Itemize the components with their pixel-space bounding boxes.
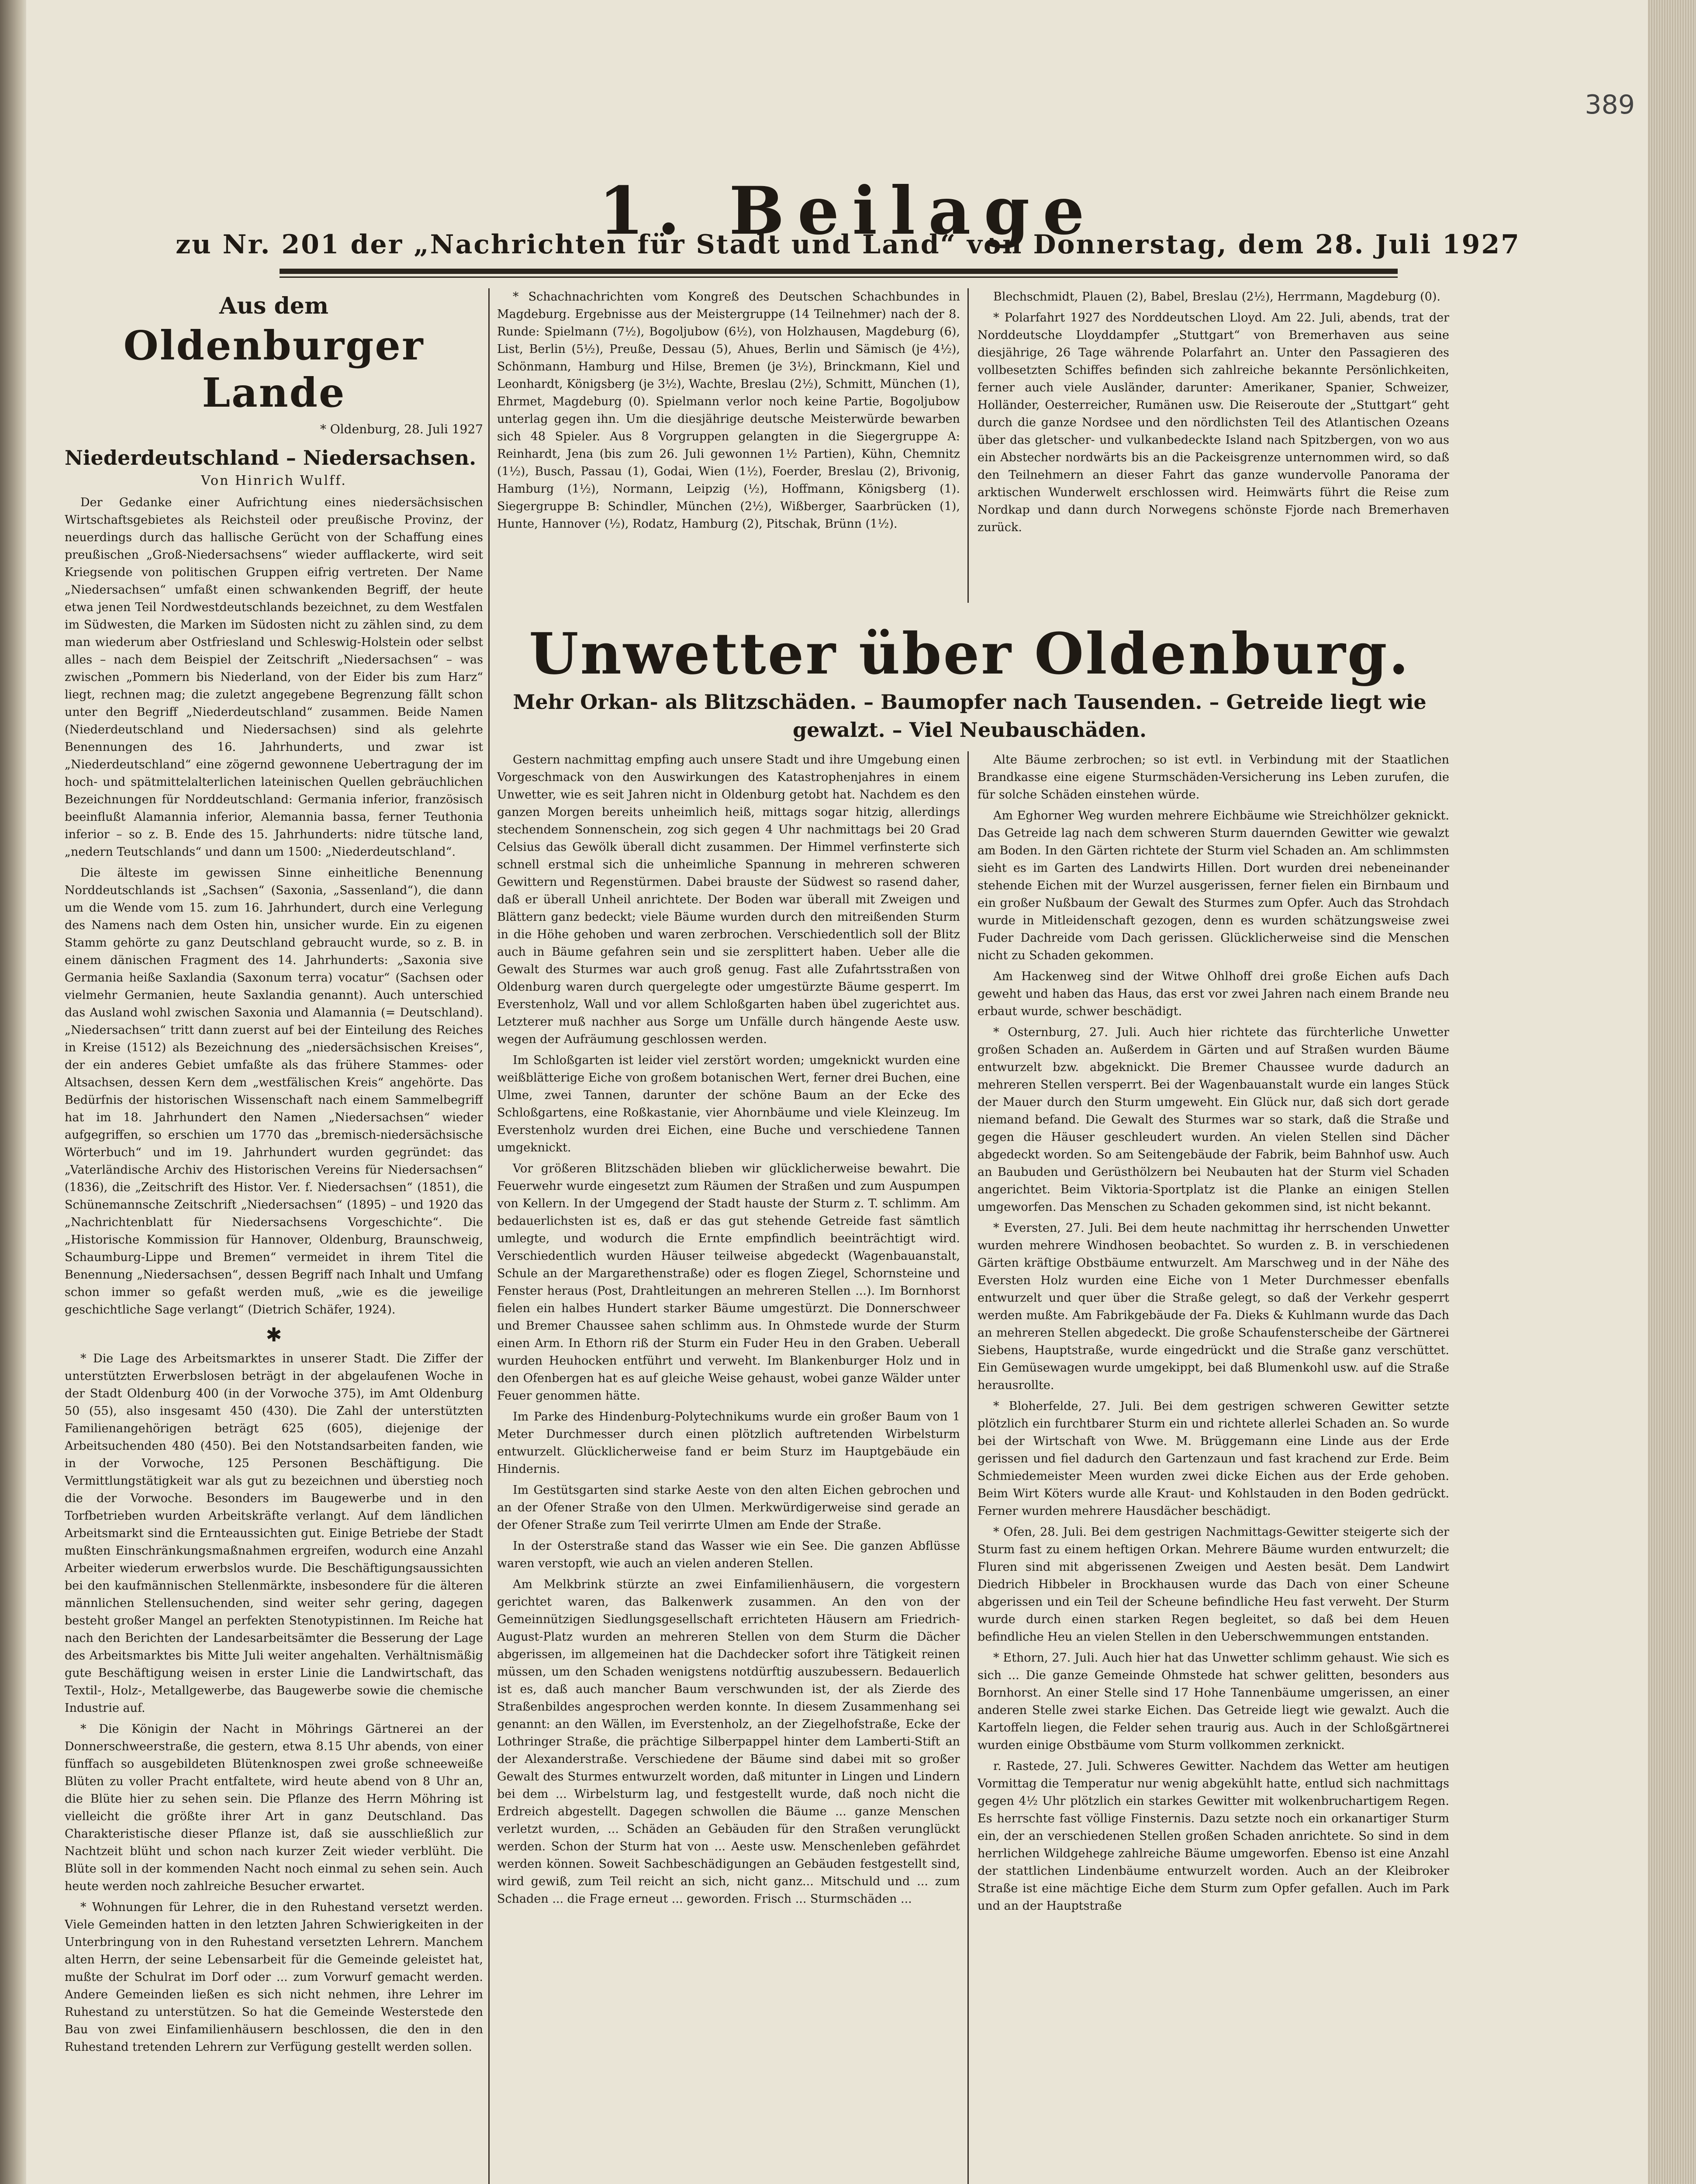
news-item: * Die Lage des Arbeitsmarktes in unserer Stadt. Die Ziffer der unterstützten Erwerbslosen beträgt in der abgelaufenen Woche in der Stadt Oldenburg 400 (in der Vorwoche 375), im Amt Oldenburg 50 (55), also insgesamt 450 (430). Die Zahl der unterstützten Familienangehörigen beträgt 625 (605), diejenige der Arbeitsuchenden 480 (450). Bei den Notstandsarbeiten fanden, wie in der Vorwoche, 125 Personen Beschäftigung. Die Vermittlungstätigkeit war als gut zu bezeichnen und überstieg noch die der Vorwoche. Besonders im Baugewerbe und in den Torfbetrieben wurden Arbeitskräfte verlangt. Auf dem ländlichen Arbeitsmarkt sind die Ernteaussichten gut. Einige Betriebe der Stadt mußten Einschränkungsmaßnahmen ergreifen, wodurch eine Anzahl Arbeiter wiederum erwerbslos wurde. Die Beschäftigungsaussichten bei den kaufmännischen Stellenmärkte, insbesondere für die älteren männlichen Stellensuchenden, sind weiter sehr gering, dagegen besteht großer Mangel an perfekten Stenotypistinnen. Im Reiche hat nach den Berichten der Landesarbeitsämter die Besserung der Lage des Arbeitsmarktes bis Mitte Juli weiter angehalten. Verhältnismäßig gute Beschäftigung weisen in erster Linie die Landwirtschaft, das Textil-, Holz-, Metallgewerbe, das Baugewerbe sowie die chemische Industrie auf.: [65, 1352, 483, 1715]
article-paragraph: Der Gedanke einer Aufrichtung eines niedersächsischen Wirtschaftsgebietes als Reichsteil oder preußische Provinz, der neuerdings durch das hallische Gerücht von der Schaffung eines preußischen „Groß-Niedersachsens“ wieder aufflackerte, wird seit Kriegsende von politischen Gruppen eifrig vertreten. Der Name „Niedersachsen“ umfaßt einen schwankenden Begriff, der heute etwa jenen Teil Nordwestdeutschlands bezeichnet, zu dem Westfalen im Südwesten, die Marken im Südosten nicht zu zählen sind, zu dem man wiederum aber Ostfriesland und Schleswig-Holstein oder selbst alles – nach dem Beispiel der Zeitschrift „Niedersachsen“ – was zwischen „Pommern bis Niederland, von der Eider bis zum Harz“ liegt, rechnen mag; die zuletzt angegebene Begrenzung fällt schon unter den Begriff „Niederdeutschland“ zusammen. Beide Namen (Niederdeutschland und Niedersachsen) sind als gelehrte Benennungen des 16. Jahrhunderts, und zwar ist „Niederdeutschland“ eine zögernd gewonnene Uebertragung der im hoch- und spätmittelalterlichen lateinischen Quellen gebräuchlichen Bezeichnungen für Norddeutschland: Germania inferior, französisch beeinflußt Alamannia inferior, Alemannia bassa, ferner Teuthonia inferior – so z. B. Ende des 15. Jahrhunderts: nidre tütsche land, „nedern Teutschlands“ und dann um 1500: „Niederdeutschland“.: [65, 496, 483, 859]
column-1: [65, 288, 483, 2184]
book-page-edges: [1648, 0, 1696, 2184]
column-rule: [488, 288, 490, 2184]
dateline: * Oldenburg, 28. Juli 1927: [320, 422, 483, 436]
local-report: * Bloherfelde, 27. Juli. Bei dem gestrigen schweren Gewitter setzte plötzlich ein furchtbarer Sturm ein und richtete allerlei Schaden an. So wurde bei der Wirtschaft von Wwe. M. Brüggemann eine Linde aus der Erde gerissen und fiel dadurch den Gartenzaun und fast krachend zur Erde. Beim Schmiedemeister Meen wurden zwei dicke Eichen aus der Erde gehoben. Beim Wirt Köters wurde alle Kraut- und Kohlstauden in den Boden gedrückt. Ferner wurden mehrere Hausdächer beschädigt.: [978, 1400, 1449, 1518]
storm-paragraph: Am Eghorner Weg wurden mehrere Eichbäume wie Streichhölzer geknickt. Das Getreide lag nach dem schweren Sturm dauernden Gewitter wie gewalzt am Boden. In den Gärten richtete der Sturm viel Schaden an. Am schlimmsten sieht es im Garten des Landwirts Hillen. Dort wurden drei nebeneinander stehende Eichen mit der Wurzel ausgerissen, ferner fielen ein Birnbaum und ein großer Nußbaum der Gewalt des Sturmes zum Opfer. Auch das Strohdach wurde in Mitleidenschaft gezogen, denn es wurden schätzungsweise zwei Fuder Dachreide vom Dach gerissen. Glücklicherweise sind die Menschen nicht zu Schaden gekommen.: [978, 809, 1449, 962]
column-2-top: [497, 288, 960, 603]
news-item: * Die Königin der Nacht in Möhrings Gärtnerei an der Donnerschweerstraße, die gestern, etwa 8.15 Uhr abends, von einer fünffach so ausgebildeten Blütenknospen zwei große schneeweiße Blüten zu voller Pracht entfaltete, wird heute abend von 8 Uhr an, die Blüte hier zu sehen sein. Die Pflanze des Herrn Möhring ist vielleicht die größte ihrer Art in ganz Deutschland. Das Charakteristische dieser Pflanze ist, daß sie ausschließlich zur Nachtzeit blüht und schon nach kurzer Zeit wieder verblüht. Die Blüte soll in der kommenden Nacht noch einmal zu sehen sein. Auch heute werden noch zahlreiche Besucher erwartet.: [65, 1722, 483, 1893]
section-heading: Oldenburger Lande: [123, 322, 425, 416]
storm-paragraph: Alte Bäume zerbrochen; so ist evtl. in Verbindung mit der Staatlichen Brandkasse eine eigene Sturmschäden-Versicherung ins Leben zurufen, die für solche Schäden einstehen würde.: [978, 753, 1449, 802]
news-item: * Wohnungen für Lehrer, die in den Ruhestand versetzt werden. Viele Gemeinden hatten in den letzten Jahren Schwierigkeiten in der Unterbringung von in den Ruhestand versetzten Lehrern. Manchem alten Herrn, der seine Lebensarbeit für die Gemeinde geleistet hat, mußte der Schulrat im Dorf oder ... zum Vorwurf gemacht werden. Andere Gemeinden ließen es sich nicht nehmen, ihre Lehrer im Ruhestand zu unterstützen. So hat die Gemeinde Westerstede den Bau von zwei Einfamilienhäusern beschlossen, die den in den Ruhestand tretenden Lehrern zur Verfügung gestellt werden sollen.: [65, 1901, 483, 2054]
header-rule-thin: [280, 276, 1398, 278]
storm-paragraph: Im Parke des Hindenburg-Polytechnikums wurde ein großer Baum von 1 Meter Durchmesser durch einen plötzlich auftretenden Wirbelsturm entwurzelt. Glücklicherweise fand er beim Sturz im Hauptgebäude ein Hindernis.: [497, 1410, 960, 1476]
storm-paragraph: Im Schloßgarten ist leider viel zerstört worden; umgeknickt wurden eine weißblätterige Eiche von großem botanischen Wert, ferner drei Buchen, eine Ulme, zwei Tannen, darunter der schöne Baum an der Ecke des Schloßgartens, eine Roßkastanie, vier Ahornbäume und viele Kleinzeug. Im Everstenholz wurden drei Eichen, eine Buche und verschiedene Tannen umgeknickt.: [497, 1054, 960, 1154]
storm-subheadline: Mehr Orkan- als Blitzschäden. – Baumopfer nach Tausenden. – Getreide liegt wie gewalzt. – Viel Neubauschäden.: [513, 690, 1427, 742]
local-report: r. Rastede, 27. Juli. Schweres Gewitter. Nachdem das Wetter am heutigen Vormittag die Temperatur nur wenig abgekühlt hatte, entlud sich nachmittags gegen 4½ Uhr plötzlich ein starkes Gewitter mit wolkenbruchartigem Regen. Es herrschte fast völlige Finsternis. Dazu setzte noch ein orkanartiger Sturm ein, der an verschiedenen Stellen großen Schaden anrichtete. So sind in dem herrlichen Wildgehege zahlreiche Bäume umgeworfen. Ebenso ist eine Anzahl der stattlichen Lindenbäume entwurzelt worden. Auch an der Kleibroker Straße ist eine mächtige Eiche dem Sturm zum Opfer gefallen. Auch im Park und an der Hauptstraße: [978, 1759, 1449, 1913]
article-paragraph: Die älteste im gewissen Sinne einheitliche Benennung Norddeutschlands ist „Sachsen“ (Saxonia, „Sassenland“), die dann um die Wende vom 15. zum 16. Jahrhundert, durch eine Verlegung des Namens nach dem Osten hin, unsicher wurde. Ein zu eigenen Stamm gehörte zu ganz Deutschland gebraucht wurde, so z. B. in einem dänischen Fragment des 14. Jahrhunderts: „Saxonia sive Germania heiße Saxlandia (Saxonum terra) vocatur“ (Sachsen oder vielmehr Germanien, heute Saxlandia genannt). Auch unterschied das Ausland wohl zwischen Saxonia und Alamannia (= Deutschland). „Niedersachsen“ tritt dann zuerst auf bei der Einteilung des Reiches in Kreise (1512) als Bezeichnung des „niedersächsischen Kreises“, der ein anderes Gebiet umfaßte als das frühere Stammes- oder Altsachsen, dessen Kern dem „westfälischen Kreis“ angehörte. Das Bedürfnis der historischen Wissenschaft nach einem Sammelbegriff hat im 18. Jahrhundert den Namen „Niedersachsen“ wieder aufgegriffen, so erschien um 1770 das „bremisch-niedersächsische Wörterbuch“ und im 19. Jahrhundert wurden gegründet: das „Vaterländische Archiv des Historischen Vereins für Niedersachsen“ (1836), die „Zeitschrift des Histor. Ver. f. Niedersachsen“ (1851), die Schünemannsche Zeitschrift „Niedersachsen“ (1895) – und 1920 das „Nachrichtenblatt für Niedersachsens Vorgeschichte“. Die „Historische Kommission für Hannover, Oldenburg, Braunschweig, Schaumburg-Lippe und Bremen“ vermeidet in ihrem Titel die Benennung „Niedersachsen“, dessen Begriff nach Inhalt und Umfang schon immer so gefaßt werden muß, „wie es die jeweilige geschichtliche Sage verlangt“ (Dietrich Schäfer, 1924).: [65, 866, 483, 1317]
column-rule: [967, 751, 969, 2184]
supplement-subtitle: zu Nr. 201 der „Nachrichten für Stadt und Land“ von Donnerstag, dem 28. Juli 1927: [176, 229, 1520, 260]
column-3-top: [978, 288, 1449, 603]
chess-news: * Schachnachrichten vom Kongreß des Deutschen Schachbundes in Magdeburg. Ergebnisse aus der Meistergruppe (14 Teilnehmer) nach der 8. Runde: Spielmann (7½), Bogoljubow (6½), von Holzhausen, Magdeburg (6), List, Berlin (5½), Preuße, Dessau (5), Ahues, Berlin und Sämisch (je 4½), Schönmann, Hamburg und Hilse, Bremen (je 3½), Brinckmann, Kiel und Leonhardt, Königsberg (je 3½), Wachte, Breslau (2½), Schmitt, München (1), Ehrmet, Magdeburg (0). Spielmann verlor noch keine Partie, Bogoljubow unterlag gegen ihn. Um die diesjährige deutsche Meisterwürde bewarben sich 48 Spieler. Aus 8 Vorgruppen gelangten in die Siegergruppe A: Reinhardt, Jena (bis zum 26. Juli gewonnen 1½ Partien), Kühn, Chemnitz (1½), Busch, Passau (1), Godai, Wien (1½), Foerder, Breslau (2), Brivonig, Hamburg (1½), Normann, Leipzig (½), Hoffmann, Königsberg (1). Siegergruppe B: Schindler, München (2½), Wißberger, Saarbrücken (1), Hunte, Hannover (½), Rodatz, Hamburg (2), Pitschak, Brünn (1½).: [497, 290, 960, 531]
supplement-title: 1. Beilage: [598, 173, 1098, 249]
news-item: Blechschmidt, Plauen (2), Babel, Breslau (2½), Herrmann, Magdeburg (0).: [993, 290, 1440, 304]
storm-column-b: [978, 751, 1449, 2171]
storm-paragraph: In der Osterstraße stand das Wasser wie ein See. Die ganzen Abflüsse waren verstopft, wie auch an vielen anderen Stellen.: [497, 1539, 960, 1570]
page-number: 389: [1585, 90, 1635, 120]
book-spine: [0, 0, 26, 2184]
polar-voyage-news: * Polarfahrt 1927 des Norddeutschen Lloyd. Am 22. Juli, abends, trat der Norddeutsche Lloyddampfer „Stuttgart“ von Bremerhaven aus seine diesjährige, 26 Tage währende Polarfahrt an. Unter den Passagieren des vollbesetzten Schiffes befinden sich zahlreiche bekannte Persönlichkeiten, ferner auch viele Ausländer, darunter: Amerikaner, Spanier, Schweizer, Holländer, Oesterreicher, Rumänen usw. Die Reiseroute der „Stuttgart“ geht durch die ganze Nordsee und den nördlichsten Teil des Atlantischen Ozeans über das gletscher- und vulkanbedeckte Island nach Spitzbergen, von wo aus ein Abstecher nordwärts bis an die Packeisgrenze unternommen wird, so daß den Teilnehmern an dieser Fahrt das ganze wundervolle Panorama der arktischen Wunderwelt erschlossen wird. Heimwärts führt die Reise zum Nordkap und dann durch Norwegens schönste Fjorde nach Bremerhaven zurück.: [978, 311, 1449, 534]
storm-paragraph: Am Hackenweg sind der Witwe Ohlhoff drei große Eichen aufs Dach geweht und haben das Haus, das erst vor zwei Jahren nach einem Brande neu erbaut wurde, schwer beschädigt.: [978, 970, 1449, 1018]
storm-column-a: [497, 751, 960, 2184]
article-headline: Niederdeutschland – Niedersachsen.: [65, 446, 477, 470]
column-rule: [967, 288, 969, 603]
local-report: * Ofen, 28. Juli. Bei dem gestrigen Nachmittags-Gewitter steigerte sich der Sturm fast zu einem heftigen Orkan. Mehrere Bäume wurden entwurzelt; die Fluren sind mit abgerissenen Zweigen und Aesten besät. Dem Landwirt Diedrich Hibbeler in Brockhausen wurde das Dach von einer Scheune abgerissen und ein Teil der Scheune befindliche Heu fast verweht. Der Sturm wurde durch einen starken Regen begleitet, so daß bei dem Heuen befindliche Heu an vielen Stellen in den Ueberschwemmungen entstanden.: [978, 1525, 1449, 1644]
separator-star: ✱: [266, 1324, 282, 1346]
storm-headline: Unwetter über Oldenburg.: [529, 620, 1410, 687]
local-report: * Eversten, 27. Juli. Bei dem heute nachmittag ihr herrschenden Unwetter wurden mehrere Windhosen beobachtet. So wurden z. B. in verschiedenen Gärten kräftige Obstbäume entwurzelt. Am Marschweg und in der Nähe des Eversten Holz wurden eine Eiche von 1 Meter Durchmesser ebenfalls entwurzelt und quer über die Straße gelegt, so daß der Verkehr gesperrt werden mußte. Am Fabrikgebäude der Fa. Dieks & Kuhlmann wurde das Dach an mehreren Stellen abgedeckt. Die große Schaufensterscheibe der Gärtnerei Siebens, Hauptstraße, wurde eingedrückt und die Straße ganz verschüttet. Ein Gemüsewagen wurde umgekippt, bei daß Blumenkohl usw. auf die Straße herausrollte.: [978, 1221, 1449, 1392]
storm-paragraph: Vor größeren Blitzschäden blieben wir glücklicherweise bewahrt. Die Feuerwehr wurde eingesetzt zum Räumen der Straßen und zum Auspumpen von Kellern. In der Umgegend der Stadt hauste der Sturm z. T. schlimm. Am bedauerlichsten ist es, daß er das gut stehende Getreide fast sämtlich umlegte, und wodurch die Ernte empfindlich beeinträchtigt wird. Verschiedentlich wurden Häuser teilweise abgedeckt (Wagenbauanstalt, Schule an der Margarethenstraße) oder es flogen Ziegel, Schornsteine und Fenster heraus (Post, Drahtleitungen an mehreren Stellen ...). Im Bornhorst fielen ein halbes Hundert starker Bäume umgestürzt. Die Donnerschweer und Bremer Chaussee sahen schlimm aus. In Ohmstede wurde der Sturm einen Arm. In Ethorn riß der Sturm ein Fuder Heu in den Graben. Ueberall wurden Heuhocken entführt und verweht. Im Blankenburger Holz und in den Ofenbergen hat es auf gleiche Weise gehaust, wobei ganze Wälder unter Feuer genommen hätte.: [497, 1162, 960, 1403]
storm-paragraph: Gestern nachmittag empfing auch unsere Stadt und ihre Umgebung einen Vorgeschmack von den Auswirkungen des Katastrophenjahres in einem Unwetter, wie es seit Jahren nicht in Oldenburg getobt hat. Nachdem es den ganzen Morgen bereits unheimlich heiß, mittags sogar hitzig, allerdings stechendem Sonnenschein, zog sich gegen 4 Uhr nachmittags bei 20 Grad Celsius das Gewölk überall dicht zusammen. Der Himmel verfinsterte sich schnell erstmal sich die unheimliche Spannung in mehreren schweren Gewittern und Regenstürmen. Dabei brauste der Südwest so rasend daher, daß er überall Unheil anrichtete. Der Boden war überall mit Zweigen und Blättern ganz bedeckt; viele Bäume wurden durch den mitreißenden Sturm in die Höhe gehoben und waren zerbrochen. Verschiedentlich soll der Blitz auch in Bäume gefahren sein und sie zersplittert haben. Ueber alle die Gewalt des Sturmes war auch groß genug. Fast alle Zufahrtsstraßen von Oldenburg waren durch quergelegte oder umgestürzte Bäume gesperrt. Im Everstenholz, Wall und vor allem Schloßgarten haben übel zugerichtet aus. Letzterer muß nachher aus Sorge um Unfälle durch hängende Aeste usw. wegen der Aufräumung geschlossen werden.: [497, 753, 960, 1046]
storm-paragraph: Im Gestütsgarten sind starke Aeste von den alten Eichen gebrochen und an der Ofener Straße von den Ulmen. Merkwürdigerweise sind gerade an der Ofener Straße zum Teil verirrte Ulmen am Ende der Straße.: [497, 1483, 960, 1532]
local-report: * Ethorn, 27. Juli. Auch hier hat das Unwetter schlimm gehaust. Wie sich es sich ... Die ganze Gemeinde Ohmstede hat schwer gelitten, besonders aus Bornhorst. An einer Stelle sind 17 Hohe Tannenbäume umgerissen, an einer anderen Stelle zwei starke Eichen. Das Getreide liegt wie gewalzt. Auch die Kartoffeln liegen, die Felder sehen traurig aus. Auch in der Schloßgärtnerei wurden einige Obstbäume vom Sturm vollkommen zerknickt.: [978, 1651, 1449, 1752]
article-byline: Von Hinrich Wulff.: [201, 473, 347, 488]
storm-paragraph: Am Melkbrink stürzte an zwei Einfamilienhäusern, die vorgestern gerichtet waren, das Balkenwerk zusammen. An den von der Gemeinnützigen Siedlungsgesellschaft errichteten Häusern am Friedrich-August-Platz wurden an mehreren Stellen von dem Sturm die Dächer abgerissen, im allgemeinen hat die Dachdecker sofort ihre Tätigkeit reinen müssen, um den Schaden wenigstens notdürftig auszubessern. Bedauerlich ist es, daß auch mancher Baum verschwunden ist, der als Zierde des Straßenbildes angesprochen werden konnte. In diesem Zusammenhang sei genannt: an den Wällen, im Everstenholz, an der Ziegelhofstraße, Ecke der Lothringer Straße, die prächtige Silberpappel hinter dem Lamberti-Stift an der Alexanderstraße. Verschiedene der Bäume sind dabei mit so großer Gewalt des Sturmes entwurzelt worden, daß mitunter in Lingen und Lindern bei dem ... Wirbelsturm lag, und festgestellt wurde, daß noch nicht die Erdreich abgestellt. Dagegen schwollen die Bäume ... ganze Menschen verletzt wurden, ... Schäden an Gebäuden für den Straßen verunglückt werden. Schon der Sturm hat von ... Aeste usw. Menschenleben gefährdet werden können. Soweit Sachbeschädigungen an Gebäuden festgestellt sind, wird gewiß, zum Teil reicht an sich, nicht ganz... Mitschuld und ... zum Schaden ... die Frage erneut ... geworden. Frisch ... Sturmschäden ...: [497, 1578, 960, 1906]
header-rule: [280, 269, 1398, 274]
section-heading-small: Aus dem: [219, 293, 328, 319]
local-report: * Osternburg, 27. Juli. Auch hier richtete das fürchterliche Unwetter großen Schaden an. Außerdem in Gärten und auf Straßen wurden Bäume entwurzelt bzw. abgeknickt. Die Bremer Chaussee wurde dadurch an mehreren Stellen versperrt. Bei der Wagenbauanstalt wurde ein langes Stück der Mauer durch den Sturm umgeweht. Ein Glück nur, daß sich dort gerade niemand befand. Die Gewalt des Sturmes war so stark, daß die Straße und gegen die Häuser geschleudert wurden. An vielen Stellen sind Dächer abgedeckt worden. So am Seitengebäude der Fabrik, beim Bahnhof usw. Auch an Baubuden und Gerüsthölzern bei Neubauten hat der Sturm viel Schaden angerichtet. Beim Viktoria-Sportplatz ist die Planke an einigen Stellen umgeworfen. Das Menschen zu Schaden gekommen sind, ist nicht bekannt.: [978, 1026, 1449, 1214]
